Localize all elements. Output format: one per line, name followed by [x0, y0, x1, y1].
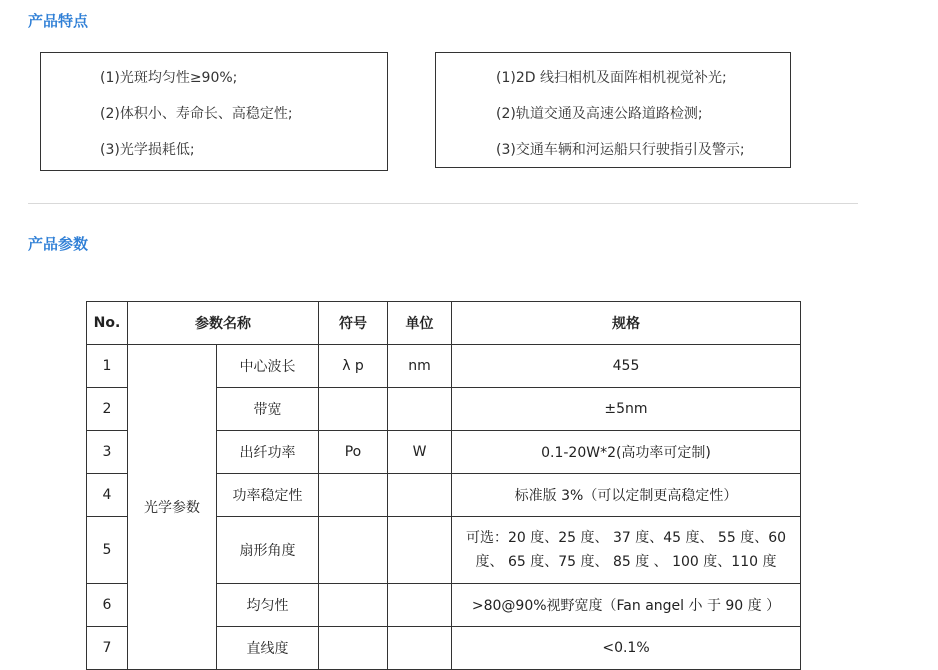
cell-no: 4: [87, 474, 128, 517]
cell-no: 3: [87, 431, 128, 474]
header-param-name: 参数名称: [128, 302, 319, 345]
cell-unit: [388, 627, 452, 670]
application-item: (1)2D 线扫相机及面阵相机视觉补光;: [496, 70, 727, 86]
cell-unit: [388, 517, 452, 584]
section-divider: [28, 203, 858, 204]
features-heading: 产品特点: [28, 12, 89, 30]
cell-no: 6: [87, 584, 128, 627]
cell-unit: W: [388, 431, 452, 474]
cell-symbol: [319, 474, 388, 517]
cell-symbol: Po: [319, 431, 388, 474]
cell-name: 功率稳定性: [217, 474, 319, 517]
cell-name: 扇形角度: [217, 517, 319, 584]
cell-no: 2: [87, 388, 128, 431]
cell-name: 均匀性: [217, 584, 319, 627]
cell-spec: [452, 517, 801, 584]
header-unit: 单位: [388, 302, 452, 345]
cell-symbol: [319, 584, 388, 627]
cell-spec: <0.1%: [452, 627, 801, 670]
group-label: 光学参数: [128, 345, 217, 670]
header-symbol: 符号: [319, 302, 388, 345]
cell-unit: [388, 388, 452, 431]
cell-symbol: [319, 388, 388, 431]
cell-spec: 标准版 3%（可以定制更高稳定性）: [452, 474, 801, 517]
cell-symbol: [319, 627, 388, 670]
application-item: (2)轨道交通及高速公路道路检测;: [496, 106, 703, 122]
cell-spec: 0.1-20W*2(高功率可定制): [452, 431, 801, 474]
cell-symbol: λ p: [319, 345, 388, 388]
feature-item: (1)光斑均匀性≥90%;: [100, 70, 238, 86]
cell-spec: >80@90%视野宽度（Fan angel 小 于 90 度 ）: [452, 584, 801, 627]
cell-name: 出纤功率: [217, 431, 319, 474]
cell-no: 5: [87, 517, 128, 584]
cell-unit: [388, 474, 452, 517]
cell-no: 1: [87, 345, 128, 388]
cell-name: 直线度: [217, 627, 319, 670]
header-no: No.: [87, 302, 128, 345]
cell-unit: [388, 584, 452, 627]
params-table: [86, 301, 801, 670]
cell-name: 中心波长: [217, 345, 319, 388]
feature-item: (2)体积小、寿命长、高稳定性;: [100, 106, 293, 122]
table-row: [87, 345, 801, 388]
features-box-left: [40, 52, 388, 171]
application-item: (3)交通车辆和河运船只行驶指引及警示;: [496, 142, 745, 158]
cell-name: 带宽: [217, 388, 319, 431]
cell-no: 7: [87, 627, 128, 670]
cell-unit: nm: [388, 345, 452, 388]
spec-text: 可选：20 度、25 度、 37 度、45 度、 55 度、60 度、 65 度、75 度、 85 度 、 100 度、110 度: [465, 530, 787, 570]
params-heading: 产品参数: [28, 235, 89, 253]
feature-item: (3)光学损耗低;: [100, 142, 195, 158]
header-spec: 规格: [452, 302, 801, 345]
table-header-row: [87, 302, 801, 345]
cell-symbol: [319, 517, 388, 584]
cell-spec: 455: [452, 345, 801, 388]
applications-box-right: [435, 52, 791, 168]
cell-spec: ±5nm: [452, 388, 801, 431]
